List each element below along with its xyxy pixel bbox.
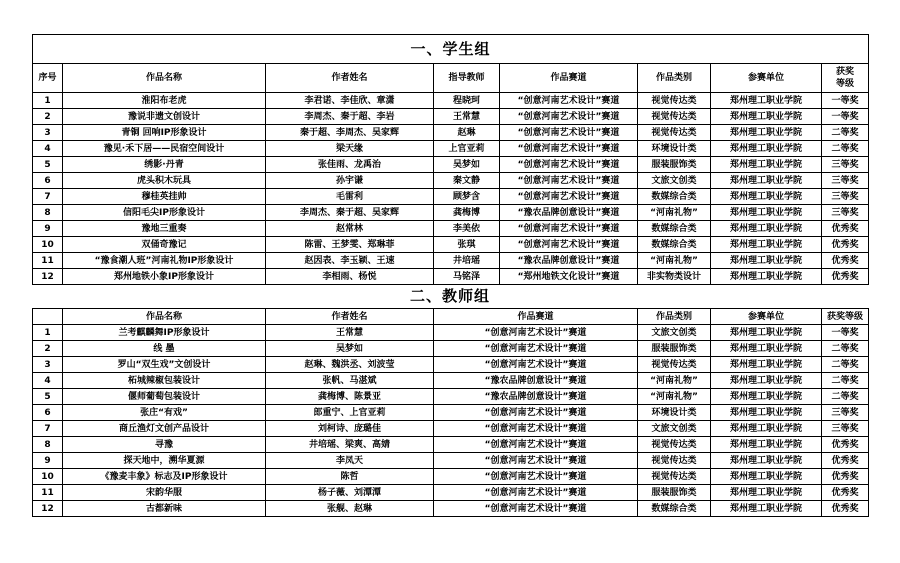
table-row (33, 405, 869, 421)
cell-work: 青铜 回响IP形象设计 (63, 125, 266, 141)
cell-seq: 5 (33, 389, 63, 405)
cell-work: 信阳毛尖IP形象设计 (63, 205, 266, 221)
cell-unit: 郑州理工职业学院 (711, 221, 822, 237)
cell-category: 视觉传达类 (638, 109, 711, 125)
cell-seq: 9 (33, 453, 63, 469)
cell-authors: 毛雷利 (266, 189, 434, 205)
cell-seq: 6 (33, 173, 63, 189)
cell-authors: 赵琳、魏洪丞、刘波莹 (266, 357, 434, 373)
cell-category: 文旅文创类 (638, 173, 711, 189)
cell-unit: 郑州理工职业学院 (711, 237, 822, 253)
cell-unit: 郑州理工职业学院 (711, 485, 822, 501)
cell-seq: 12 (33, 269, 63, 285)
cell-authors: 李相雨、杨悦 (266, 269, 434, 285)
cell-authors: 井培瑶、梁爽、高婧 (266, 437, 434, 453)
teacher-section-title: 二、教师组 (409, 287, 490, 305)
cell-track: “创意河南艺术设计”赛道 (500, 173, 638, 189)
cell-category: “河南礼物” (638, 373, 711, 389)
student-table-body (33, 93, 869, 285)
cell-unit: 郑州理工职业学院 (711, 325, 822, 341)
table-row (33, 221, 869, 237)
cell-track: “创意河南艺术设计”赛道 (500, 125, 638, 141)
cell-unit: 郑州理工职业学院 (711, 173, 822, 189)
table-row (33, 485, 869, 501)
cell-advisor: 李美依 (434, 221, 500, 237)
cell-track: “豫农品牌创意设计”赛道 (500, 253, 638, 269)
cell-category: 视觉传达类 (638, 437, 711, 453)
cell-category: 数媒综合类 (638, 189, 711, 205)
cell-advisor: 吴梦如 (434, 157, 500, 173)
cell-work: 柘城辣椒包装设计 (63, 373, 266, 389)
cell-unit: 郑州理工职业学院 (711, 125, 822, 141)
cell-work: 《豫麦丰象》标志及IP形象设计 (63, 469, 266, 485)
cell-authors: 李周杰、秦于超、李岩 (266, 109, 434, 125)
cell-seq: 4 (33, 141, 63, 157)
table-row (33, 189, 869, 205)
cell-advisor: 王常慧 (434, 109, 500, 125)
cell-seq: 1 (33, 93, 63, 109)
cell-authors: 郎重宁、上官亚莉 (266, 405, 434, 421)
header-award: 获奖等级 (822, 309, 869, 325)
cell-award: 一等奖 (822, 109, 869, 125)
cell-authors: 赵常林 (266, 221, 434, 237)
cell-category: 服装服饰类 (638, 485, 711, 501)
cell-category: 视觉传达类 (638, 93, 711, 109)
cell-authors: 李君诺、李佳欣、章潇 (266, 93, 434, 109)
cell-authors: 李凤天 (266, 453, 434, 469)
cell-seq: 6 (33, 405, 63, 421)
cell-seq: 2 (33, 341, 63, 357)
cell-award: 二等奖 (822, 373, 869, 389)
cell-category: 文旅文创类 (638, 325, 711, 341)
table-row (33, 325, 869, 341)
header-category: 作品类别 (638, 64, 711, 93)
cell-advisor: 程晓珂 (434, 93, 500, 109)
cell-work: 淮阳布老虎 (63, 93, 266, 109)
cell-seq: 12 (33, 501, 63, 517)
table-row (33, 253, 869, 269)
cell-award: 二等奖 (822, 357, 869, 373)
cell-unit: 郑州理工职业学院 (711, 341, 822, 357)
header-category: 作品类别 (638, 309, 711, 325)
student-section-title: 一、学生组 (33, 35, 869, 64)
cell-category: 数媒综合类 (638, 237, 711, 253)
cell-seq: 7 (33, 189, 63, 205)
cell-work: 罗山“双生戏”文创设计 (63, 357, 266, 373)
cell-award: 二等奖 (822, 341, 869, 357)
cell-work: 古都新味 (63, 501, 266, 517)
table-row (33, 501, 869, 517)
cell-award: 优秀奖 (822, 485, 869, 501)
cell-unit: 郑州理工职业学院 (711, 205, 822, 221)
table-row (33, 141, 869, 157)
table-row (33, 389, 869, 405)
header-advisor: 指导教师 (434, 64, 500, 93)
cell-unit: 郑州理工职业学院 (711, 141, 822, 157)
cell-seq: 1 (33, 325, 63, 341)
cell-unit: 郑州理工职业学院 (711, 189, 822, 205)
cell-advisor: 赵琳 (434, 125, 500, 141)
cell-authors: 秦于超、李周杰、吴家辉 (266, 125, 434, 141)
table-row (33, 173, 869, 189)
cell-award: 二等奖 (822, 141, 869, 157)
cell-track: “豫农品牌创意设计”赛道 (500, 205, 638, 221)
cell-work: 寻豫 (63, 437, 266, 453)
cell-unit: 郑州理工职业学院 (711, 421, 822, 437)
table-row (33, 341, 869, 357)
cell-category: 环境设计类 (638, 405, 711, 421)
cell-unit: 郑州理工职业学院 (711, 109, 822, 125)
table-row (33, 205, 869, 221)
header-authors: 作者姓名 (266, 64, 434, 93)
cell-advisor: 张琪 (434, 237, 500, 253)
header-work: 作品名称 (63, 309, 266, 325)
table-row (33, 373, 869, 389)
table-row (33, 93, 869, 109)
cell-category: 视觉传达类 (638, 469, 711, 485)
table-row (33, 421, 869, 437)
cell-category: 非实物类设计 (638, 269, 711, 285)
cell-award: 二等奖 (822, 389, 869, 405)
table-row (33, 237, 869, 253)
teacher-table-body (33, 325, 869, 517)
cell-category: 数媒综合类 (638, 221, 711, 237)
cell-category: 服装服饰类 (638, 341, 711, 357)
cell-unit: 郑州理工职业学院 (711, 93, 822, 109)
cell-work: 偃师葡萄包装设计 (63, 389, 266, 405)
cell-category: 服装服饰类 (638, 157, 711, 173)
header-work: 作品名称 (63, 64, 266, 93)
cell-unit: 郑州理工职业学院 (711, 253, 822, 269)
cell-unit: 郑州理工职业学院 (711, 469, 822, 485)
cell-award: 优秀奖 (822, 221, 869, 237)
cell-work: 豫见·禾下居——民宿空间设计 (63, 141, 266, 157)
header-award (822, 64, 869, 93)
cell-seq: 8 (33, 205, 63, 221)
cell-work: 豫说非遗文创设计 (63, 109, 266, 125)
table-header-row (33, 309, 869, 325)
cell-advisor: 井培瑶 (434, 253, 500, 269)
header-track: 作品赛道 (500, 64, 638, 93)
cell-track: “创意河南艺术设计”赛道 (500, 141, 638, 157)
cell-authors: 孙宇谦 (266, 173, 434, 189)
cell-seq: 2 (33, 109, 63, 125)
cell-advisor: 马铭泽 (434, 269, 500, 285)
table-row (33, 125, 869, 141)
cell-work: 穆桂英挂帅 (63, 189, 266, 205)
table-row (33, 469, 869, 485)
cell-seq: 3 (33, 357, 63, 373)
cell-seq: 10 (33, 237, 63, 253)
cell-unit: 郑州理工职业学院 (711, 157, 822, 173)
cell-track: “豫农品牌创意设计”赛道 (434, 373, 638, 389)
cell-award: 三等奖 (822, 189, 869, 205)
cell-advisor: 上官亚莉 (434, 141, 500, 157)
cell-award: 优秀奖 (822, 437, 869, 453)
table-row (33, 357, 869, 373)
cell-authors: 龚梅博、陈景亚 (266, 389, 434, 405)
cell-unit: 郑州理工职业学院 (711, 269, 822, 285)
cell-category: “河南礼物” (638, 253, 711, 269)
cell-seq: 9 (33, 221, 63, 237)
cell-authors: 杨子薇、刘潭潭 (266, 485, 434, 501)
header-award-line2: 等级 (836, 79, 855, 89)
cell-advisor: 龚梅博 (434, 205, 500, 221)
cell-track: “创意河南艺术设计”赛道 (500, 237, 638, 253)
cell-track: “创意河南艺术设计”赛道 (500, 157, 638, 173)
header-unit: 参赛单位 (711, 64, 822, 93)
cell-award: 一等奖 (822, 93, 869, 109)
cell-award: 一等奖 (822, 325, 869, 341)
cell-authors: 李周杰、秦于超、吴家辉 (266, 205, 434, 221)
cell-seq: 5 (33, 157, 63, 173)
cell-award: 三等奖 (822, 173, 869, 189)
cell-category: 文旅文创类 (638, 421, 711, 437)
cell-unit: 郑州理工职业学院 (711, 437, 822, 453)
cell-track: “创意河南艺术设计”赛道 (500, 109, 638, 125)
table-row (33, 453, 869, 469)
cell-unit: 郑州理工职业学院 (711, 405, 822, 421)
cell-track: “创意河南艺术设计”赛道 (434, 485, 638, 501)
header-seq: 序号 (33, 64, 63, 93)
cell-work: “豫食潮人班”河南礼物IP形象设计 (63, 253, 266, 269)
cell-seq: 11 (33, 253, 63, 269)
cell-unit: 郑州理工职业学院 (711, 453, 822, 469)
cell-track: “郑州地铁文化设计”赛道 (500, 269, 638, 285)
cell-track: “创意河南艺术设计”赛道 (500, 221, 638, 237)
cell-track: “创意河南艺术设计”赛道 (500, 189, 638, 205)
cell-unit: 郑州理工职业学院 (711, 373, 822, 389)
cell-award: 优秀奖 (822, 469, 869, 485)
cell-award: 二等奖 (822, 125, 869, 141)
cell-track: “创意河南艺术设计”赛道 (434, 357, 638, 373)
table-header-row (33, 64, 869, 93)
cell-track: “创意河南艺术设计”赛道 (434, 501, 638, 517)
cell-category: 数媒综合类 (638, 501, 711, 517)
cell-advisor: 秦文静 (434, 173, 500, 189)
cell-category: “河南礼物” (638, 205, 711, 221)
cell-category: “河南礼物” (638, 389, 711, 405)
cell-category: 环境设计类 (638, 141, 711, 157)
cell-award: 优秀奖 (822, 453, 869, 469)
header-track: 作品赛道 (434, 309, 638, 325)
cell-work: 双俑奇豫记 (63, 237, 266, 253)
cell-seq: 11 (33, 485, 63, 501)
cell-unit: 郑州理工职业学院 (711, 357, 822, 373)
cell-award: 三等奖 (822, 405, 869, 421)
cell-track: “创意河南艺术设计”赛道 (434, 341, 638, 357)
cell-track: “创意河南艺术设计”赛道 (434, 437, 638, 453)
cell-award: 优秀奖 (822, 501, 869, 517)
cell-authors: 张帆、马湛斌 (266, 373, 434, 389)
cell-work: 虎头积木玩具 (63, 173, 266, 189)
cell-authors: 梁天缘 (266, 141, 434, 157)
student-award-table (32, 34, 869, 285)
cell-work: 探天地中，溯华夏源 (63, 453, 266, 469)
cell-seq: 8 (33, 437, 63, 453)
cell-track: “创意河南艺术设计”赛道 (434, 421, 638, 437)
cell-unit: 郑州理工职业学院 (711, 389, 822, 405)
cell-work: 绣影·丹青 (63, 157, 266, 173)
table-row (33, 269, 869, 285)
cell-authors: 陈雷、王梦雯、郑琳菲 (266, 237, 434, 253)
table-row (33, 157, 869, 173)
cell-authors: 赵因表、李玉颖、王速 (266, 253, 434, 269)
cell-track: “创意河南艺术设计”赛道 (500, 93, 638, 109)
header-seq-blank (33, 309, 63, 325)
cell-track: “创意河南艺术设计”赛道 (434, 469, 638, 485)
header-unit: 参赛单位 (711, 309, 822, 325)
cell-work: 宋韵华服 (63, 485, 266, 501)
cell-category: 视觉传达类 (638, 125, 711, 141)
cell-track: “创意河南艺术设计”赛道 (434, 405, 638, 421)
cell-award: 三等奖 (822, 205, 869, 221)
table-row (33, 109, 869, 125)
cell-authors: 吴梦如 (266, 341, 434, 357)
cell-award: 优秀奖 (822, 269, 869, 285)
cell-seq: 10 (33, 469, 63, 485)
cell-work: 郑州地铁小象IP形象设计 (63, 269, 266, 285)
cell-award: 优秀奖 (822, 237, 869, 253)
cell-track: “豫农品牌创意设计”赛道 (434, 389, 638, 405)
cell-unit: 郑州理工职业学院 (711, 501, 822, 517)
cell-advisor: 顾梦含 (434, 189, 500, 205)
cell-work: 商丘渔灯文创产品设计 (63, 421, 266, 437)
cell-work: 张庄“有戏” (63, 405, 266, 421)
cell-seq: 7 (33, 421, 63, 437)
teacher-award-table (32, 308, 869, 517)
cell-seq: 3 (33, 125, 63, 141)
cell-seq: 4 (33, 373, 63, 389)
cell-track: “创意河南艺术设计”赛道 (434, 325, 638, 341)
header-authors: 作者姓名 (266, 309, 434, 325)
cell-authors: 张舰、赵琳 (266, 501, 434, 517)
cell-award: 优秀奖 (822, 253, 869, 269)
cell-award: 三等奖 (822, 421, 869, 437)
cell-work: 豫地三重奏 (63, 221, 266, 237)
table-row (33, 437, 869, 453)
cell-category: 视觉传达类 (638, 357, 711, 373)
cell-authors: 张佳雨、龙禹治 (266, 157, 434, 173)
cell-authors: 王常慧 (266, 325, 434, 341)
cell-authors: 陈哲 (266, 469, 434, 485)
cell-track: “创意河南艺术设计”赛道 (434, 453, 638, 469)
header-award-line1: 获奖 (836, 67, 855, 77)
cell-work: 线 墨 (63, 341, 266, 357)
cell-category: 视觉传达类 (638, 453, 711, 469)
cell-award: 三等奖 (822, 157, 869, 173)
cell-authors: 刘柯诗、庞璐佳 (266, 421, 434, 437)
cell-work: 兰考麒麟舞IP形象设计 (63, 325, 266, 341)
